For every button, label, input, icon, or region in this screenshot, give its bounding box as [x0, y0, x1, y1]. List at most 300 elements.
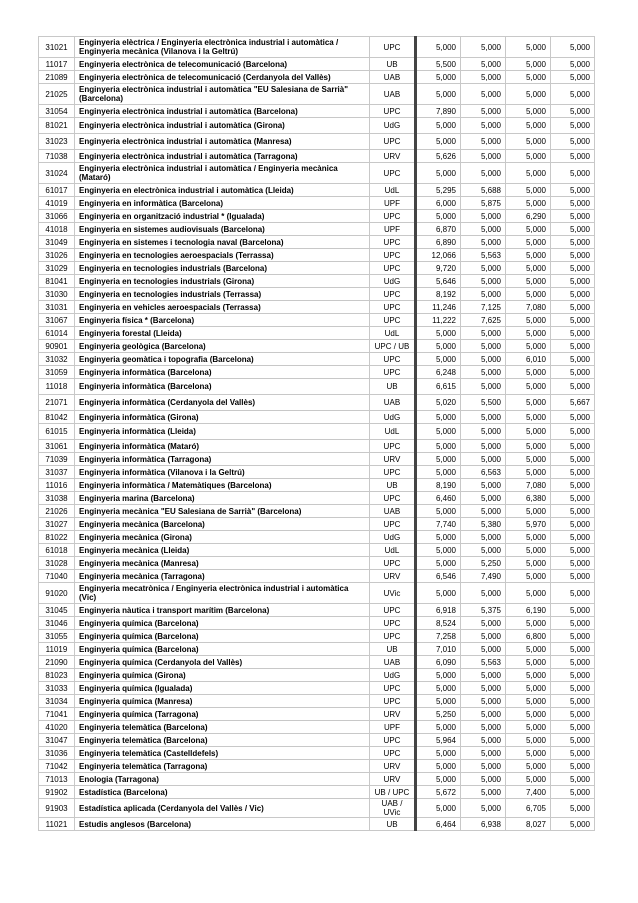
program-code: 71040 — [39, 570, 75, 583]
grade-4: 5,000 — [551, 799, 595, 818]
grade-3: 6,010 — [506, 353, 551, 366]
grade-1: 5,000 — [416, 799, 461, 818]
program-code: 31037 — [39, 466, 75, 479]
grade-3: 5,000 — [506, 84, 551, 105]
grade-1: 5,000 — [416, 760, 461, 773]
grade-3: 5,000 — [506, 440, 551, 453]
table-row — [39, 695, 595, 708]
grade-3: 5,000 — [506, 411, 551, 424]
grade-2: 5,000 — [461, 84, 506, 105]
grade-3: 6,380 — [506, 492, 551, 505]
table-row — [39, 184, 595, 197]
grade-4: 5,000 — [551, 37, 595, 58]
grade-4: 5,000 — [551, 721, 595, 734]
grade-2: 5,000 — [461, 58, 506, 71]
program-code: 31024 — [39, 163, 75, 184]
grade-3: 5,000 — [506, 643, 551, 656]
table-row — [39, 424, 595, 440]
program-name: Enginyeria informàtica (Cerdanyola del Vallès) — [75, 395, 370, 411]
table-row — [39, 71, 595, 84]
grade-1: 5,672 — [416, 786, 461, 799]
program-name: Enginyeria en informàtica (Barcelona) — [75, 197, 370, 210]
grade-2: 5,000 — [461, 479, 506, 492]
university: UPC — [370, 288, 416, 301]
grade-2: 5,000 — [461, 340, 506, 353]
table-row — [39, 150, 595, 163]
grade-2: 5,000 — [461, 163, 506, 184]
program-name: Enginyeria en sistemes i tecnologia naval (Barcelona) — [75, 236, 370, 249]
program-code: 11019 — [39, 643, 75, 656]
table-row — [39, 656, 595, 669]
grade-4: 5,000 — [551, 440, 595, 453]
grade-2: 5,000 — [461, 411, 506, 424]
program-code: 71038 — [39, 150, 75, 163]
program-name: Enginyeria electrònica industrial i automàtica (Tarragona) — [75, 150, 370, 163]
university: UB — [370, 379, 416, 395]
grade-1: 5,646 — [416, 275, 461, 288]
grade-4: 5,000 — [551, 314, 595, 327]
program-name: Enginyeria mecànica (Manresa) — [75, 557, 370, 570]
university: UPC — [370, 695, 416, 708]
program-code: 31030 — [39, 288, 75, 301]
grade-1: 5,000 — [416, 453, 461, 466]
grade-3: 5,000 — [506, 379, 551, 395]
program-code: 31031 — [39, 301, 75, 314]
grade-2: 5,000 — [461, 150, 506, 163]
program-code: 31038 — [39, 492, 75, 505]
program-name: Enginyeria química (Tarragona) — [75, 708, 370, 721]
table-row — [39, 210, 595, 223]
program-name: Enginyeria electrònica industrial i automàtica / Enginyeria mecànica (Mataró) — [75, 163, 370, 184]
admission-grades-table — [38, 36, 595, 831]
grade-3: 5,000 — [506, 37, 551, 58]
table-row — [39, 249, 595, 262]
program-code: 61018 — [39, 544, 75, 557]
program-code: 81022 — [39, 531, 75, 544]
program-code: 31023 — [39, 134, 75, 150]
table-row — [39, 58, 595, 71]
grade-1: 5,000 — [416, 721, 461, 734]
grade-2: 5,563 — [461, 249, 506, 262]
program-code: 81023 — [39, 669, 75, 682]
grade-1: 5,000 — [416, 163, 461, 184]
program-name: Enginyeria elèctrica / Enginyeria electrònica industrial i automàtica / Enginyeria mecànica (Vilanova i la Geltrú) — [75, 37, 370, 58]
grade-4: 5,000 — [551, 379, 595, 395]
table-row — [39, 786, 595, 799]
program-name: Enginyeria mecànica (Lleida) — [75, 544, 370, 557]
program-code: 91020 — [39, 583, 75, 604]
program-name: Enginyeria electrònica de telecomunicació (Cerdanyola del Vallès) — [75, 71, 370, 84]
table-row — [39, 760, 595, 773]
grade-4: 5,000 — [551, 708, 595, 721]
program-code: 31021 — [39, 37, 75, 58]
grade-2: 5,000 — [461, 210, 506, 223]
table-row — [39, 262, 595, 275]
university: UPC — [370, 630, 416, 643]
program-name: Enginyeria nàutica i transport marítim (Barcelona) — [75, 604, 370, 617]
grade-1: 6,000 — [416, 197, 461, 210]
program-code: 31066 — [39, 210, 75, 223]
grade-3: 5,000 — [506, 760, 551, 773]
grade-2: 5,000 — [461, 366, 506, 379]
grade-1: 5,000 — [416, 531, 461, 544]
grade-4: 5,000 — [551, 424, 595, 440]
university: UPC — [370, 314, 416, 327]
university: UPC — [370, 604, 416, 617]
table-row — [39, 118, 595, 134]
university: UPC — [370, 301, 416, 314]
program-name: Enginyeria informàtica (Mataró) — [75, 440, 370, 453]
grade-2: 5,000 — [461, 379, 506, 395]
grade-4: 5,000 — [551, 366, 595, 379]
grade-2: 5,000 — [461, 288, 506, 301]
program-name: Enginyeria electrònica industrial i automàtica (Manresa) — [75, 134, 370, 150]
program-name: Enginyeria electrònica de telecomunicació (Barcelona) — [75, 58, 370, 71]
university: UPC — [370, 617, 416, 630]
grade-1: 5,020 — [416, 395, 461, 411]
table-row — [39, 134, 595, 150]
grade-3: 7,080 — [506, 301, 551, 314]
table-row — [39, 479, 595, 492]
grade-4: 5,000 — [551, 505, 595, 518]
grade-1: 5,000 — [416, 118, 461, 134]
grade-1: 6,918 — [416, 604, 461, 617]
university: UPC — [370, 262, 416, 275]
grade-4: 5,000 — [551, 163, 595, 184]
university: UPC — [370, 105, 416, 118]
grade-4: 5,000 — [551, 453, 595, 466]
program-name: Enginyeria informàtica (Lleida) — [75, 424, 370, 440]
grade-2: 5,000 — [461, 105, 506, 118]
grade-3: 8,027 — [506, 818, 551, 831]
program-code: 21025 — [39, 84, 75, 105]
grade-4: 5,000 — [551, 249, 595, 262]
grade-3: 6,705 — [506, 799, 551, 818]
program-code: 31046 — [39, 617, 75, 630]
program-code: 31029 — [39, 262, 75, 275]
university: URV — [370, 773, 416, 786]
program-name: Enginyeria telemàtica (Barcelona) — [75, 734, 370, 747]
university: UAB — [370, 84, 416, 105]
program-code: 31049 — [39, 236, 75, 249]
grade-3: 5,000 — [506, 288, 551, 301]
program-code: 41020 — [39, 721, 75, 734]
program-code: 91902 — [39, 786, 75, 799]
grade-1: 7,890 — [416, 105, 461, 118]
grade-2: 5,000 — [461, 37, 506, 58]
grade-2: 5,000 — [461, 353, 506, 366]
university: UAB / UVic — [370, 799, 416, 818]
table-row — [39, 818, 595, 831]
grade-2: 5,000 — [461, 327, 506, 340]
table-row — [39, 236, 595, 249]
grade-2: 5,000 — [461, 236, 506, 249]
grade-1: 5,000 — [416, 210, 461, 223]
university: UPC — [370, 163, 416, 184]
grade-4: 5,000 — [551, 236, 595, 249]
grade-3: 5,000 — [506, 327, 551, 340]
grade-3: 5,000 — [506, 223, 551, 236]
program-name: Enginyeria en vehicles aeroespacials (Terrassa) — [75, 301, 370, 314]
grade-4: 5,000 — [551, 466, 595, 479]
grade-3: 5,000 — [506, 695, 551, 708]
grade-1: 5,000 — [416, 466, 461, 479]
university: UdG — [370, 275, 416, 288]
program-name: Enginyeria física * (Barcelona) — [75, 314, 370, 327]
university: UAB — [370, 505, 416, 518]
grade-3: 5,000 — [506, 314, 551, 327]
table-row — [39, 327, 595, 340]
table-row — [39, 630, 595, 643]
grade-4: 5,000 — [551, 518, 595, 531]
grade-2: 5,563 — [461, 656, 506, 669]
grade-2: 5,000 — [461, 682, 506, 695]
grade-1: 5,000 — [416, 84, 461, 105]
university: UAB — [370, 71, 416, 84]
grade-2: 5,000 — [461, 708, 506, 721]
program-code: 31059 — [39, 366, 75, 379]
program-name: Enginyeria química (Barcelona) — [75, 630, 370, 643]
program-name: Enginyeria geomàtica i topografia (Barcelona) — [75, 353, 370, 366]
program-code: 81042 — [39, 411, 75, 424]
grade-2: 5,000 — [461, 223, 506, 236]
program-code: 31061 — [39, 440, 75, 453]
university: UdL — [370, 327, 416, 340]
table-row — [39, 440, 595, 453]
university: UdL — [370, 424, 416, 440]
grade-2: 5,000 — [461, 669, 506, 682]
university: UPC — [370, 236, 416, 249]
table-row — [39, 734, 595, 747]
program-code: 71041 — [39, 708, 75, 721]
program-code: 21089 — [39, 71, 75, 84]
program-name: Enginyeria mecatrònica / Enginyeria electrònica industrial i automàtica (Vic) — [75, 583, 370, 604]
grade-4: 5,000 — [551, 604, 595, 617]
university: UdG — [370, 118, 416, 134]
university: UPC — [370, 366, 416, 379]
program-name: Enginyeria mecànica (Girona) — [75, 531, 370, 544]
grade-2: 5,000 — [461, 275, 506, 288]
program-name: Enginyeria electrònica industrial i automàtica "EU Salesiana de Sarrià" (Barcelona) — [75, 84, 370, 105]
grade-3: 5,000 — [506, 105, 551, 118]
table-row — [39, 773, 595, 786]
grade-4: 5,000 — [551, 223, 595, 236]
grade-2: 5,000 — [461, 695, 506, 708]
table-row — [39, 314, 595, 327]
grade-1: 7,740 — [416, 518, 461, 531]
program-code: 41018 — [39, 223, 75, 236]
university: UB — [370, 643, 416, 656]
table-row — [39, 799, 595, 818]
program-name: Enginyeria informàtica (Vilanova i la Geltrú) — [75, 466, 370, 479]
program-name: Enginyeria electrònica industrial i automàtica (Barcelona) — [75, 105, 370, 118]
table-row — [39, 379, 595, 395]
table-row — [39, 505, 595, 518]
program-name: Enginyeria en electrònica industrial i automàtica (Lleida) — [75, 184, 370, 197]
program-code: 31026 — [39, 249, 75, 262]
program-code: 71042 — [39, 760, 75, 773]
program-name: Enginyeria química (Cerdanyola del Vallès) — [75, 656, 370, 669]
grade-4: 5,000 — [551, 544, 595, 557]
grade-2: 5,000 — [461, 71, 506, 84]
table-row — [39, 617, 595, 630]
grade-2: 5,000 — [461, 786, 506, 799]
table-row — [39, 557, 595, 570]
program-code: 71013 — [39, 773, 75, 786]
grade-3: 5,000 — [506, 197, 551, 210]
program-code: 91903 — [39, 799, 75, 818]
grade-3: 5,000 — [506, 118, 551, 134]
program-code: 61015 — [39, 424, 75, 440]
program-code: 21090 — [39, 656, 75, 669]
grade-4: 5,000 — [551, 734, 595, 747]
grade-3: 5,000 — [506, 544, 551, 557]
grade-4: 5,000 — [551, 210, 595, 223]
grade-2: 5,000 — [461, 134, 506, 150]
grade-1: 5,000 — [416, 669, 461, 682]
grade-3: 7,080 — [506, 479, 551, 492]
grade-2: 5,875 — [461, 197, 506, 210]
program-name: Enginyeria en sistemes audiovisuals (Barcelona) — [75, 223, 370, 236]
grade-3: 5,000 — [506, 236, 551, 249]
program-code: 71039 — [39, 453, 75, 466]
table-row — [39, 366, 595, 379]
grade-3: 5,000 — [506, 570, 551, 583]
grade-1: 5,000 — [416, 747, 461, 760]
grade-1: 6,464 — [416, 818, 461, 831]
program-code: 11016 — [39, 479, 75, 492]
grade-4: 5,000 — [551, 669, 595, 682]
program-name: Enginyeria en tecnologies industrials (Barcelona) — [75, 262, 370, 275]
program-name: Enginyeria en tecnologies industrials (Terrassa) — [75, 288, 370, 301]
grade-3: 5,970 — [506, 518, 551, 531]
grade-2: 5,000 — [461, 492, 506, 505]
grade-4: 5,000 — [551, 134, 595, 150]
program-name: Enginyeria química (Igualada) — [75, 682, 370, 695]
table-row — [39, 395, 595, 411]
grade-3: 5,000 — [506, 682, 551, 695]
university: UPC — [370, 466, 416, 479]
grade-3: 5,000 — [506, 184, 551, 197]
grade-3: 5,000 — [506, 163, 551, 184]
grade-3: 5,000 — [506, 617, 551, 630]
university: UPF — [370, 223, 416, 236]
grade-3: 5,000 — [506, 134, 551, 150]
grade-2: 5,000 — [461, 747, 506, 760]
program-code: 90901 — [39, 340, 75, 353]
grade-1: 5,000 — [416, 505, 461, 518]
program-name: Enginyeria en tecnologies industrials (Girona) — [75, 275, 370, 288]
program-code: 31028 — [39, 557, 75, 570]
grade-3: 5,000 — [506, 721, 551, 734]
grade-1: 5,000 — [416, 695, 461, 708]
grade-3: 5,000 — [506, 366, 551, 379]
grade-4: 5,000 — [551, 58, 595, 71]
grade-1: 5,250 — [416, 708, 461, 721]
table-row — [39, 570, 595, 583]
table-row — [39, 411, 595, 424]
grade-2: 7,125 — [461, 301, 506, 314]
grade-4: 5,000 — [551, 630, 595, 643]
grade-2: 5,375 — [461, 604, 506, 617]
grade-4: 5,000 — [551, 656, 595, 669]
grade-2: 7,490 — [461, 570, 506, 583]
grade-1: 9,720 — [416, 262, 461, 275]
grade-4: 5,000 — [551, 327, 595, 340]
university: UPC — [370, 210, 416, 223]
grade-2: 5,000 — [461, 424, 506, 440]
program-code: 21026 — [39, 505, 75, 518]
table-row — [39, 105, 595, 118]
grade-4: 5,000 — [551, 84, 595, 105]
grade-2: 5,000 — [461, 799, 506, 818]
table-body — [39, 37, 595, 831]
grade-3: 6,800 — [506, 630, 551, 643]
program-code: 31067 — [39, 314, 75, 327]
university: UPC — [370, 134, 416, 150]
university: UPC — [370, 440, 416, 453]
grade-3: 5,000 — [506, 58, 551, 71]
grade-3: 5,000 — [506, 150, 551, 163]
program-name: Enginyeria química (Barcelona) — [75, 643, 370, 656]
program-code: 31034 — [39, 695, 75, 708]
table-row — [39, 669, 595, 682]
university: UPC — [370, 353, 416, 366]
grade-4: 5,000 — [551, 479, 595, 492]
grade-2: 5,000 — [461, 630, 506, 643]
table-row — [39, 721, 595, 734]
university: UPC — [370, 37, 416, 58]
grade-4: 5,000 — [551, 583, 595, 604]
grade-3: 5,000 — [506, 747, 551, 760]
grade-1: 5,000 — [416, 37, 461, 58]
grade-4: 5,000 — [551, 695, 595, 708]
table-row — [39, 453, 595, 466]
university: UPC — [370, 682, 416, 695]
grade-4: 5,000 — [551, 118, 595, 134]
grade-4: 5,000 — [551, 682, 595, 695]
table-row — [39, 163, 595, 184]
grade-3: 5,000 — [506, 531, 551, 544]
grade-3: 5,000 — [506, 505, 551, 518]
program-name: Enginyeria geològica (Barcelona) — [75, 340, 370, 353]
grade-3: 5,000 — [506, 262, 551, 275]
grade-1: 5,000 — [416, 71, 461, 84]
grade-1: 6,460 — [416, 492, 461, 505]
grade-1: 5,295 — [416, 184, 461, 197]
program-code: 31032 — [39, 353, 75, 366]
table-row — [39, 544, 595, 557]
grade-3: 5,000 — [506, 466, 551, 479]
grade-4: 5,667 — [551, 395, 595, 411]
grade-3: 5,000 — [506, 583, 551, 604]
university: UdL — [370, 544, 416, 557]
grade-3: 5,000 — [506, 424, 551, 440]
grade-1: 5,000 — [416, 544, 461, 557]
program-name: Enginyeria informàtica (Barcelona) — [75, 366, 370, 379]
grade-1: 5,000 — [416, 327, 461, 340]
grade-2: 5,000 — [461, 544, 506, 557]
university: UdG — [370, 411, 416, 424]
grade-1: 6,870 — [416, 223, 461, 236]
grade-3: 5,000 — [506, 275, 551, 288]
university: UPC — [370, 518, 416, 531]
grade-3: 5,000 — [506, 71, 551, 84]
table-row — [39, 604, 595, 617]
program-name: Enginyeria telemàtica (Castelldefels) — [75, 747, 370, 760]
table-row — [39, 301, 595, 314]
grade-1: 6,546 — [416, 570, 461, 583]
